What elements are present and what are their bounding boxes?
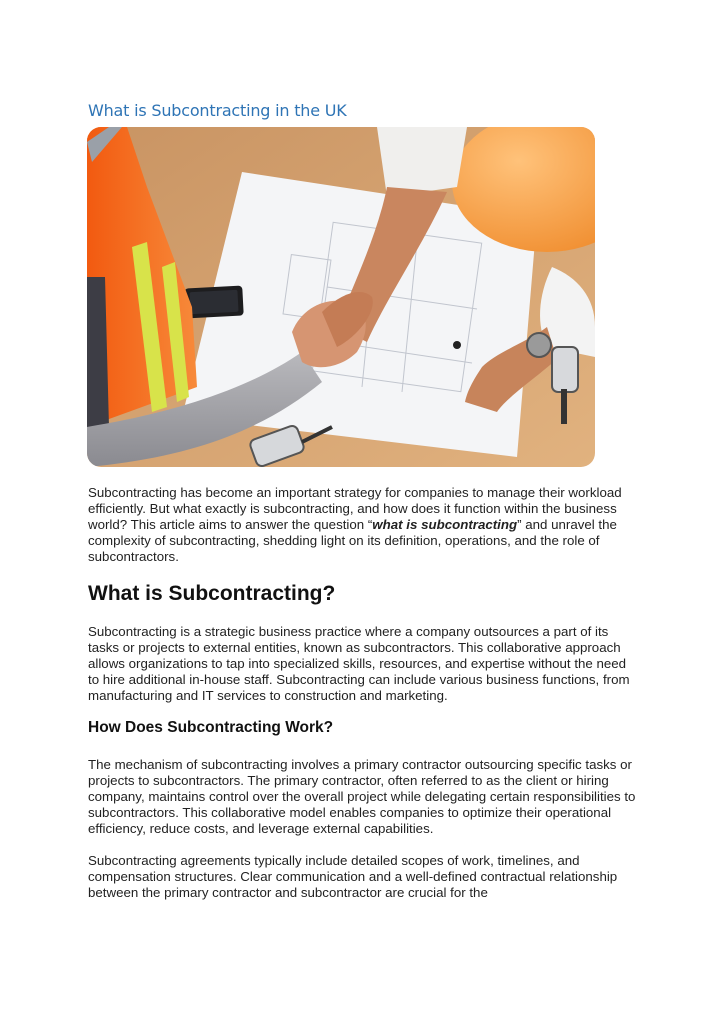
section2-paragraph-1: The mechanism of subcontracting involves a primary contractor outsourcing specific tasks or projects to subcontractors. The primary contractor, often referred to as the client or hiring company, maintains control over the overall project while delegating certain responsibilities to subcontractors. This collaborative model enables companies to optimize their operational efficiency, reduce costs, and leverage external capabilities. xyxy=(88,757,636,836)
intro-emphasis: what is subcontracting xyxy=(372,517,518,532)
document-title: What is Subcontracting in the UK xyxy=(88,101,347,120)
section-heading-how-it-works: How Does Subcontracting Work? xyxy=(88,719,334,736)
handshake-photo xyxy=(87,127,595,467)
section2-paragraph-2: Subcontracting agreements typically include detailed scopes of work, timelines, and compensation structures. Clear communication and a well-defined contractual relationship between the primary contractor and subcontractor are crucial for the xyxy=(88,853,618,900)
section1-paragraph: Subcontracting is a strategic business practice where a company outsources a part of its tasks or projects to external entities, known as subcontractors. This collaborative approach allows organizations to tap into specialized skills, resources, and expertise without the need to hire additional in-house staff. Subcontracting can include various business functions, from manufacturing and IT services to construction and marketing. xyxy=(88,624,630,703)
section-heading-what-is: What is Subcontracting? xyxy=(88,582,336,605)
intro-paragraph: Subcontracting has become an important strategy for companies to manage their workload efficiently. But what exactly is subcontracting, and how does it function within the business world? This article aims to answer the question “what is subcontracting” and unravel the complexity of subcontracting, shedding light on its definition, operations, and the role of subcontractors. xyxy=(88,485,622,564)
walkie-talkie xyxy=(552,347,578,392)
